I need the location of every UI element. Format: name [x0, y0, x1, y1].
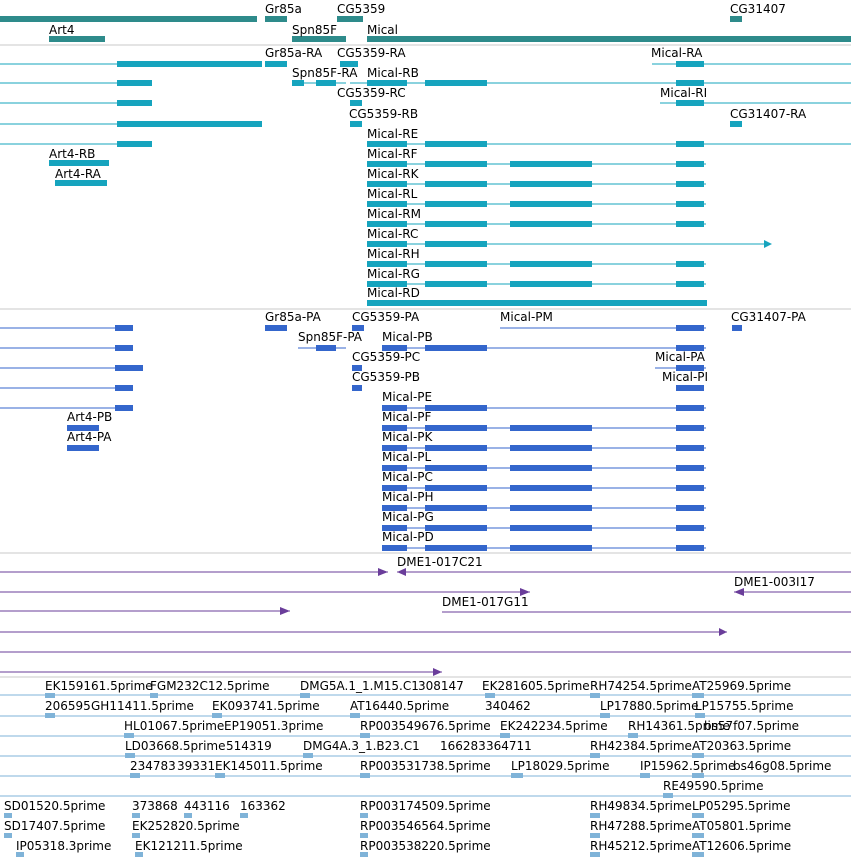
- est-block: [360, 733, 370, 738]
- transcript-exon: [510, 425, 592, 431]
- gene-gr85a[interactable]: [265, 16, 287, 22]
- transcript-label: Mical-PL: [382, 450, 432, 464]
- est-label: SD17407.5prime: [4, 819, 106, 833]
- est-labels: [4, 679, 831, 853]
- transcript-exon: [265, 325, 287, 331]
- transcript-exon: [676, 425, 704, 431]
- est-block: [628, 733, 638, 738]
- transcript-label: CG31407-RA: [730, 107, 807, 121]
- transcript-label: CG5359-PA: [352, 310, 420, 324]
- transcript-exon: [425, 241, 487, 247]
- transcript-exon: [425, 161, 487, 167]
- transcript-exon: [425, 201, 487, 207]
- est-label: EK242234.5prime: [500, 719, 608, 733]
- transcript-label: Mical-RD: [367, 286, 420, 300]
- est-block: [45, 713, 55, 718]
- est-block: [360, 773, 370, 778]
- transcript-exon: [510, 261, 592, 267]
- transcript-exon: [676, 261, 704, 267]
- est-block: [130, 773, 140, 778]
- transcript-exon: [676, 100, 704, 106]
- transcript-exon: [510, 525, 592, 531]
- transcript-label: Art4-PA: [67, 430, 112, 444]
- transcript-end-arrow: [764, 240, 772, 248]
- transcript-exon: [510, 201, 592, 207]
- est-block: [692, 773, 704, 778]
- clone-label: DME1-017G11: [442, 595, 529, 609]
- transcript-label: Mical-PH: [382, 490, 434, 504]
- transcript-label: Mical-RB: [367, 66, 419, 80]
- transcript-label: Art4-RA: [55, 167, 101, 181]
- est-block: [150, 693, 158, 698]
- clone-label: DME1-003I17: [734, 575, 815, 589]
- transcript-exon: [425, 505, 487, 511]
- transcript-label: Mical-PB: [382, 330, 433, 344]
- clone-arrow: [734, 588, 744, 596]
- est-label: IP15962.5prime: [640, 759, 736, 773]
- est-block: [212, 713, 222, 718]
- est-block: [303, 753, 313, 758]
- est-block: [125, 753, 135, 758]
- est-block: [360, 833, 368, 838]
- gene-cg5359[interactable]: [337, 16, 363, 22]
- gene-cg31407[interactable]: [730, 16, 742, 22]
- transcript-exon: [425, 221, 487, 227]
- transcript-label: CG31407-PA: [731, 310, 806, 324]
- transcript-exon: [350, 121, 362, 127]
- transcript-exon: [425, 261, 487, 267]
- transcript-exon: [676, 505, 704, 511]
- transcript-label: Art4-PB: [67, 410, 113, 424]
- est-label: 206595: [45, 699, 91, 713]
- transcript-label: Gr85a-RA: [265, 46, 323, 60]
- est-label: 163362: [240, 799, 286, 813]
- est-block: [4, 833, 12, 838]
- clone-arrow: [433, 668, 442, 676]
- est-label: RP003538220.5prime: [360, 839, 491, 853]
- gene-track: [0, 2, 851, 42]
- transcript-exon: [425, 181, 487, 187]
- est-label: LP18029.5prime: [511, 759, 610, 773]
- gene-art4-upstream[interactable]: [0, 16, 257, 22]
- transcript-exon: [510, 281, 592, 287]
- transcript-exon: [316, 80, 336, 86]
- est-block: [132, 833, 140, 838]
- est-label: EP19051.3prime: [224, 719, 324, 733]
- transcript-exon: [115, 365, 143, 371]
- transcript-exon: [117, 141, 152, 147]
- transcript-exon: [676, 405, 704, 411]
- est-block: [240, 813, 248, 818]
- transcript-label: Mical-PE: [382, 390, 433, 404]
- transcript-exon: [676, 385, 704, 391]
- gene-label: CG31407: [730, 2, 786, 16]
- transcript-exon: [510, 221, 592, 227]
- transcript-exon: [117, 100, 152, 106]
- est-label: EK121211.5prime: [135, 839, 243, 853]
- transcript-exon: [425, 485, 487, 491]
- gene-label: CG5359: [337, 2, 386, 16]
- transcript-exon: [425, 345, 487, 351]
- transcript-label: CG5359-RC: [337, 86, 406, 100]
- transcript-exon: [425, 545, 487, 551]
- est-label: bs46g08.5prime: [733, 759, 832, 773]
- est-label: FGM232C12.5prime: [150, 679, 270, 693]
- transcript-exon: [730, 121, 742, 127]
- transcript-label: Gr85a-PA: [265, 310, 321, 324]
- transcript-exon: [115, 345, 133, 351]
- clone-track: [0, 568, 851, 676]
- est-label: RP003174509.5prime: [360, 799, 491, 813]
- est-label: RH49834.5prime: [590, 799, 692, 813]
- transcript-label: CG5359-RA: [337, 46, 406, 60]
- transcript-exon: [265, 61, 287, 67]
- transcript-exon: [382, 545, 407, 551]
- est-label: AT25969.5prime: [692, 679, 792, 693]
- gene-label: Spn85F: [292, 23, 338, 37]
- transcript-track-a: [0, 61, 851, 306]
- transcript-exon: [676, 525, 704, 531]
- est-block: [590, 813, 600, 818]
- transcript-exon: [676, 445, 704, 451]
- est-label: LP17880.5prime: [600, 699, 699, 713]
- est-label: 234783: [130, 759, 176, 773]
- transcript-label: Mical-PC: [382, 470, 433, 484]
- transcript-exon: [425, 80, 487, 86]
- transcript-exon: [676, 465, 704, 471]
- est-label: 39331: [177, 759, 216, 773]
- transcript-exon: [115, 325, 133, 331]
- est-label: SD01520.5prime: [4, 799, 106, 813]
- transcript-exon: [676, 485, 704, 491]
- transcript-exon: [676, 201, 704, 207]
- transcript-label: Mical-PM: [500, 310, 553, 324]
- est-block: [590, 693, 600, 698]
- est-block: [695, 713, 705, 718]
- transcript-label: CG5359-RB: [349, 107, 419, 121]
- transcript-exon: [676, 181, 704, 187]
- est-block: [692, 833, 704, 838]
- transcript-exon: [676, 545, 704, 551]
- clone-arrow: [397, 568, 406, 576]
- est-label: AT16440.5prime: [350, 699, 450, 713]
- est-block: [663, 793, 673, 798]
- est-label: GH11411.5prime: [91, 699, 194, 713]
- est-block: [360, 813, 368, 818]
- est-label: IP05318.3prime: [16, 839, 112, 853]
- est-block: [511, 773, 523, 778]
- transcript-exon: [292, 80, 304, 86]
- transcript-exon: [425, 405, 487, 411]
- transcript-label: Mical-RL: [367, 187, 418, 201]
- transcript-exon: [425, 425, 487, 431]
- est-block: [485, 693, 495, 698]
- est-label: EK159161.5prime: [45, 679, 153, 693]
- est-block: [500, 733, 510, 738]
- transcript-label: Mical-RA: [651, 46, 703, 60]
- est-label: 443116: [184, 799, 230, 813]
- transcript-exon: [676, 221, 704, 227]
- transcript-exon: [510, 465, 592, 471]
- est-block: [124, 733, 134, 738]
- transcript-label: Mical-RK: [367, 167, 419, 181]
- transcript-exon: [115, 385, 133, 391]
- transcript-label: Mical-RE: [367, 127, 419, 141]
- est-block: [45, 693, 55, 698]
- transcript-exon: [352, 385, 362, 391]
- est-label: RP003531738.5prime: [360, 759, 491, 773]
- transcript-exon: [510, 161, 592, 167]
- transcript-label: Mical-PK: [382, 430, 433, 444]
- est-label: HL01067.5prime: [124, 719, 225, 733]
- transcript-label: Mical-PA: [655, 350, 705, 364]
- transcript-exon: [117, 80, 152, 86]
- transcript-exon: [676, 141, 704, 147]
- transcript-exon: [350, 100, 362, 106]
- est-label: RE49590.5prime: [663, 779, 764, 793]
- est-label: 308147: [418, 679, 464, 693]
- est-label: RP003549676.5prime: [360, 719, 491, 733]
- est-block: [692, 753, 704, 758]
- transcript-exon: [425, 141, 487, 147]
- est-label: RH14361.5prime: [628, 719, 730, 733]
- gene-label: Mical: [367, 23, 398, 37]
- transcript-label: Mical-PI: [662, 370, 709, 384]
- est-block: [640, 773, 650, 778]
- est-block: [692, 693, 704, 698]
- transcript-exon: [676, 61, 704, 67]
- transcript-exon: [425, 465, 487, 471]
- est-label: EK093741.5prime: [212, 699, 320, 713]
- clone-label: DME1-017C21: [397, 555, 483, 569]
- gene-label: Gr85a: [265, 2, 302, 16]
- est-block: [692, 813, 704, 818]
- est-block: [300, 693, 310, 698]
- transcript-label: CG5359-PB: [352, 370, 421, 384]
- gene-label: Art4: [49, 23, 75, 37]
- est-block: [350, 713, 360, 718]
- est-label: AT05801.5prime: [692, 819, 792, 833]
- transcript-exon: [510, 485, 592, 491]
- est-label: 364711: [486, 739, 532, 753]
- est-block: [215, 773, 225, 778]
- transcript-exon: [510, 505, 592, 511]
- est-label: 373868: [132, 799, 178, 813]
- transcript-exon: [425, 281, 487, 287]
- est-label: RH42384.5prime: [590, 739, 692, 753]
- transcript-exon[interactable]: [67, 445, 99, 451]
- transcript-exon: [732, 325, 742, 331]
- clone-arrow: [719, 628, 727, 636]
- transcript-label: Spn85F-PA: [298, 330, 363, 344]
- est-label: 340462: [485, 699, 531, 713]
- transcript-exon: [425, 525, 487, 531]
- transcript-label: CG5359-PC: [352, 350, 421, 364]
- transcript-label: Mical-RH: [367, 247, 420, 261]
- transcript-exon: [676, 281, 704, 287]
- est-block: [184, 813, 192, 818]
- est-label: EK252820.5prime: [132, 819, 240, 833]
- est-label: RH47288.5prime: [590, 819, 692, 833]
- transcript-label: Mical-RM: [367, 207, 421, 221]
- transcript-label: Spn85F-RA: [292, 66, 358, 80]
- transcript-exon: [117, 121, 262, 127]
- transcript-exon: [316, 345, 336, 351]
- transcript-label: Art4-RB: [49, 147, 96, 161]
- est-label: LD03668.5prime: [125, 739, 226, 753]
- transcript-exon: [510, 545, 592, 551]
- est-label: LP15755.5prime: [695, 699, 794, 713]
- transcript-label: Mical-PG: [382, 510, 434, 524]
- transcript-label: Mical-PD: [382, 530, 434, 544]
- gene-mical[interactable]: [367, 36, 851, 42]
- transcript-exon: [115, 405, 133, 411]
- est-label: 514319: [226, 739, 272, 753]
- est-label: AT12606.5prime: [692, 839, 792, 853]
- transcript-exon: [510, 181, 592, 187]
- est-block: [132, 813, 140, 818]
- est-label: RH74254.5prime: [590, 679, 692, 693]
- transcript-exon: [117, 61, 262, 67]
- est-label: AT20363.5prime: [692, 739, 792, 753]
- est-label: DMG5A.1_1.M15.C1: [300, 679, 419, 693]
- transcript-exon: [425, 445, 487, 451]
- est-block: [600, 713, 610, 718]
- transcript-label: Mical-RG: [367, 267, 420, 281]
- transcript-label: Mical-PF: [382, 410, 432, 424]
- est-label: LP05295.5prime: [692, 799, 791, 813]
- est-label: 166283: [440, 739, 486, 753]
- transcript-exon: [367, 300, 707, 306]
- est-block: [590, 833, 600, 838]
- clone-labels: [397, 555, 815, 609]
- est-label: bs57f07.5prime: [704, 719, 800, 733]
- transcript-exon: [510, 445, 592, 451]
- clone-arrow: [280, 607, 290, 615]
- clone-arrow: [378, 568, 388, 576]
- transcript-label: Mical-RC: [367, 227, 419, 241]
- est-block: [4, 813, 12, 818]
- est-label: EK281605.5prime: [482, 679, 590, 693]
- est-label: RH45212.5prime: [590, 839, 692, 853]
- transcript-exon: [676, 161, 704, 167]
- est-label: RP003546564.5prime: [360, 819, 491, 833]
- transcript-exon: [676, 325, 704, 331]
- est-label: DMG4A.3_1.B23.C1: [303, 739, 420, 753]
- est-block: [590, 753, 600, 758]
- est-label: EK145011.5prime: [215, 759, 323, 773]
- transcript-label: Mical-RI: [660, 86, 708, 100]
- transcript-label: Mical-RF: [367, 147, 418, 161]
